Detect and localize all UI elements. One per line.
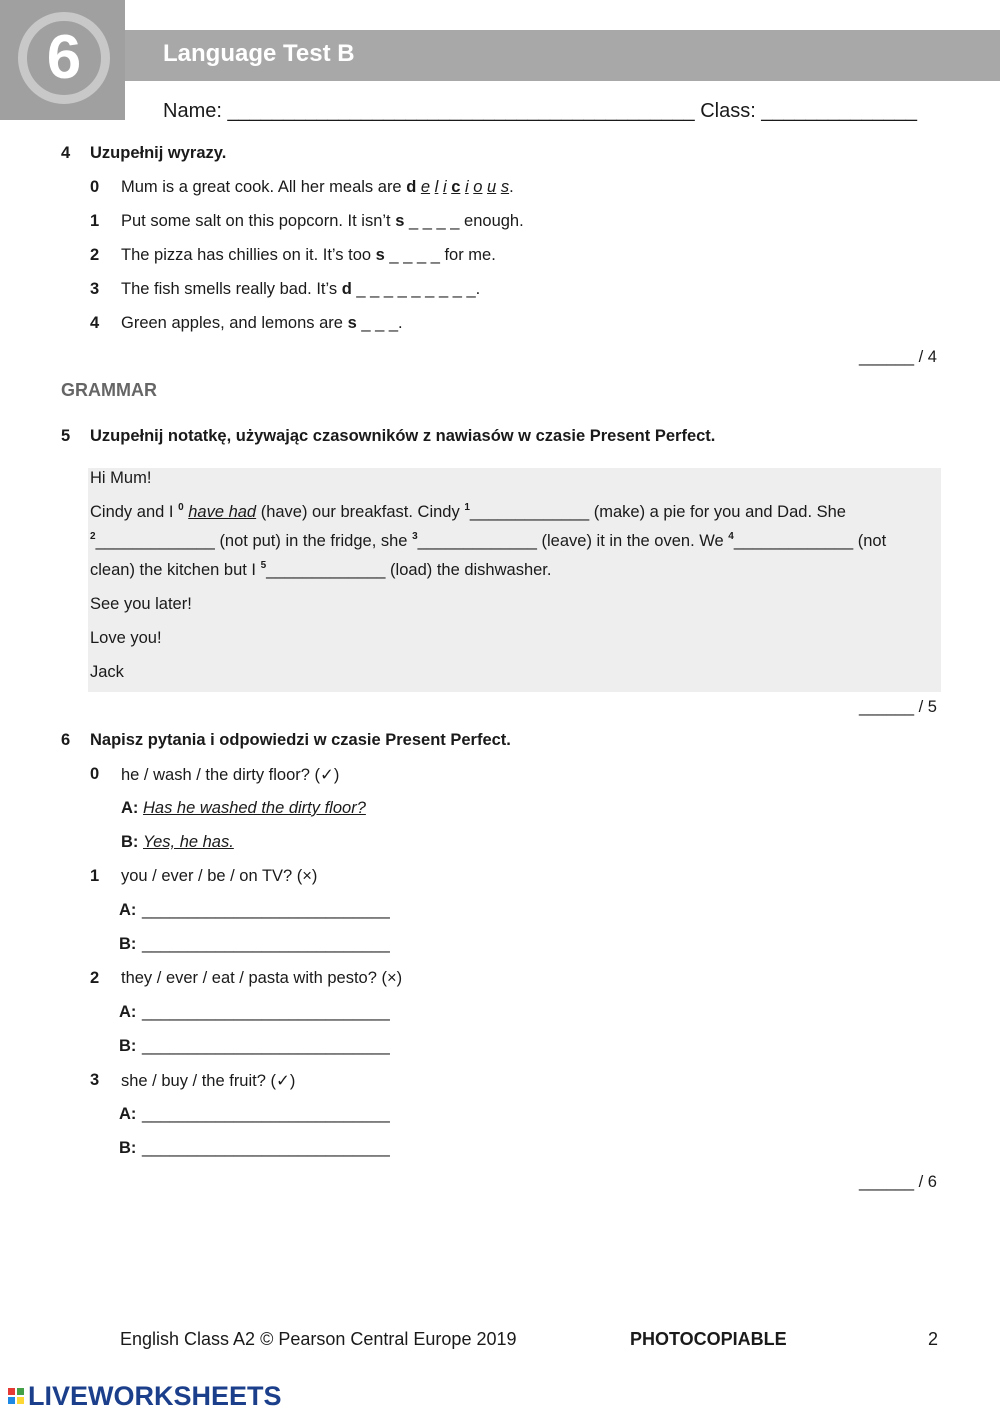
example-answer: have had	[188, 503, 257, 521]
ex6-item-0-answer-b: Yes, he has.	[143, 833, 234, 851]
ex6-b-label: B:	[121, 833, 139, 851]
unit-badge	[0, 0, 125, 120]
ex6-item-2-answer-b[interactable]: ___________________________	[142, 1037, 390, 1055]
header-bar	[0, 30, 1000, 81]
note-closing-1: See you later!	[90, 595, 192, 613]
ex4-item-number: 2	[90, 246, 100, 264]
exercise-4-score: ______ / 4	[859, 348, 937, 366]
ex4-item-number: 1	[90, 212, 100, 230]
name-class-line: Name: __________________________________________ Class: ______________	[163, 100, 918, 122]
exercise-6-score: ______ / 6	[859, 1173, 937, 1191]
ex6-item-3-answer-b[interactable]: ___________________________	[142, 1139, 390, 1157]
ex6-item-number: 0	[90, 765, 100, 783]
ex6-item-2-answer-a[interactable]: ___________________________	[142, 1003, 390, 1021]
exercise-5-instruction: Uzupełnij notatkę, używając czasowników z nawiasów w czasie Present Perfect.	[90, 427, 716, 445]
ex6-item-3-answer-a[interactable]: ___________________________	[142, 1105, 390, 1123]
note-box	[88, 468, 941, 692]
liveworksheets-logo[interactable]	[8, 1382, 282, 1410]
section-heading-grammar: GRAMMAR	[61, 380, 157, 400]
ex6-item-2-prompt: they / ever / eat / pasta with pesto? (×)	[121, 969, 403, 987]
ex6-item-1-prompt: you / ever / be / on TV? (×)	[121, 867, 318, 885]
footer-copyright: English Class A2 © Pearson Central Europe 2019	[120, 1329, 517, 1349]
exercise-5-score: ______ / 5	[859, 698, 937, 716]
ex6-b-label: B:	[119, 1139, 137, 1157]
ex6-a-label: A:	[119, 901, 137, 919]
note-line-1[interactable]: Cindy and I $^0$ have had (have) our breakfast. Cindy $^1$_____________ (make) a pie for you and Dad. She	[90, 502, 846, 521]
logo-squares-icon	[8, 1388, 24, 1404]
ex4-item-number: 3	[90, 280, 100, 298]
note-greeting: Hi Mum!	[90, 469, 152, 487]
ex6-item-0-answer-a: Has he washed the dirty floor?	[143, 799, 366, 817]
ex6-item-1-answer-b[interactable]: ___________________________	[142, 935, 390, 953]
ex6-a-label: A:	[119, 1105, 137, 1123]
footer-page-number: 2	[928, 1329, 939, 1349]
unit-number: 6	[46, 23, 82, 92]
logo-text: LIVEWORKSHEETS	[28, 1380, 282, 1411]
ex6-item-3-prompt: she / buy / the fruit? (✓)	[121, 1072, 296, 1090]
ex4-item-number: 4	[90, 314, 100, 332]
ex4-item-number: 0	[90, 178, 100, 196]
ex6-a-label: A:	[121, 799, 139, 817]
note-signature: Jack	[90, 663, 124, 681]
ex6-b-label: B:	[119, 935, 137, 953]
note-closing-2: Love you!	[90, 629, 162, 647]
ex6-item-number: 2	[90, 969, 100, 987]
ex4-item-1[interactable]: Put some salt on this popcorn. It isn’t s _ _ _ _ enough.	[121, 212, 524, 230]
ex6-item-1-answer-a[interactable]: ___________________________	[142, 901, 390, 919]
note-line-2[interactable]: $^2$_____________ (not put) in the fridge, she $^3$_____________ (leave) it in the oven. We $^4$_____________ (not	[90, 531, 887, 550]
test-title: Language Test B	[163, 40, 355, 67]
exercise-6-instruction: Napisz pytania i odpowiedzi w czasie Present Perfect.	[90, 731, 511, 749]
ex4-item-4[interactable]: Green apples, and lemons are s _ _ _.	[121, 314, 403, 332]
ex6-item-number: 1	[90, 867, 100, 885]
note-line-3[interactable]: clean) the kitchen but I $^5$_____________ (load) the dishwasher.	[90, 560, 552, 579]
ex6-b-label: B:	[119, 1037, 137, 1055]
footer-photocopiable: PHOTOCOPIABLE	[630, 1329, 787, 1349]
ex4-item-2[interactable]: The pizza has chillies on it. It’s too s _ _ _ _ for me.	[121, 246, 496, 264]
exercise-5-number: 5	[61, 427, 71, 445]
ex6-item-number: 3	[90, 1071, 100, 1089]
ex6-a-label: A:	[119, 1003, 137, 1021]
ex4-item-0: Mum is a great cook. All her meals are d e l i c i o u s.	[121, 178, 514, 196]
exercise-4-number: 4	[61, 144, 71, 162]
ex4-item-3[interactable]: The fish smells really bad. It’s d _ _ _ _ _ _ _ _ _.	[121, 280, 481, 298]
exercise-6-number: 6	[61, 731, 71, 749]
ex6-item-0-prompt: he / wash / the dirty floor? (✓)	[121, 766, 340, 784]
exercise-4-instruction: Uzupełnij wyrazy.	[90, 144, 227, 162]
